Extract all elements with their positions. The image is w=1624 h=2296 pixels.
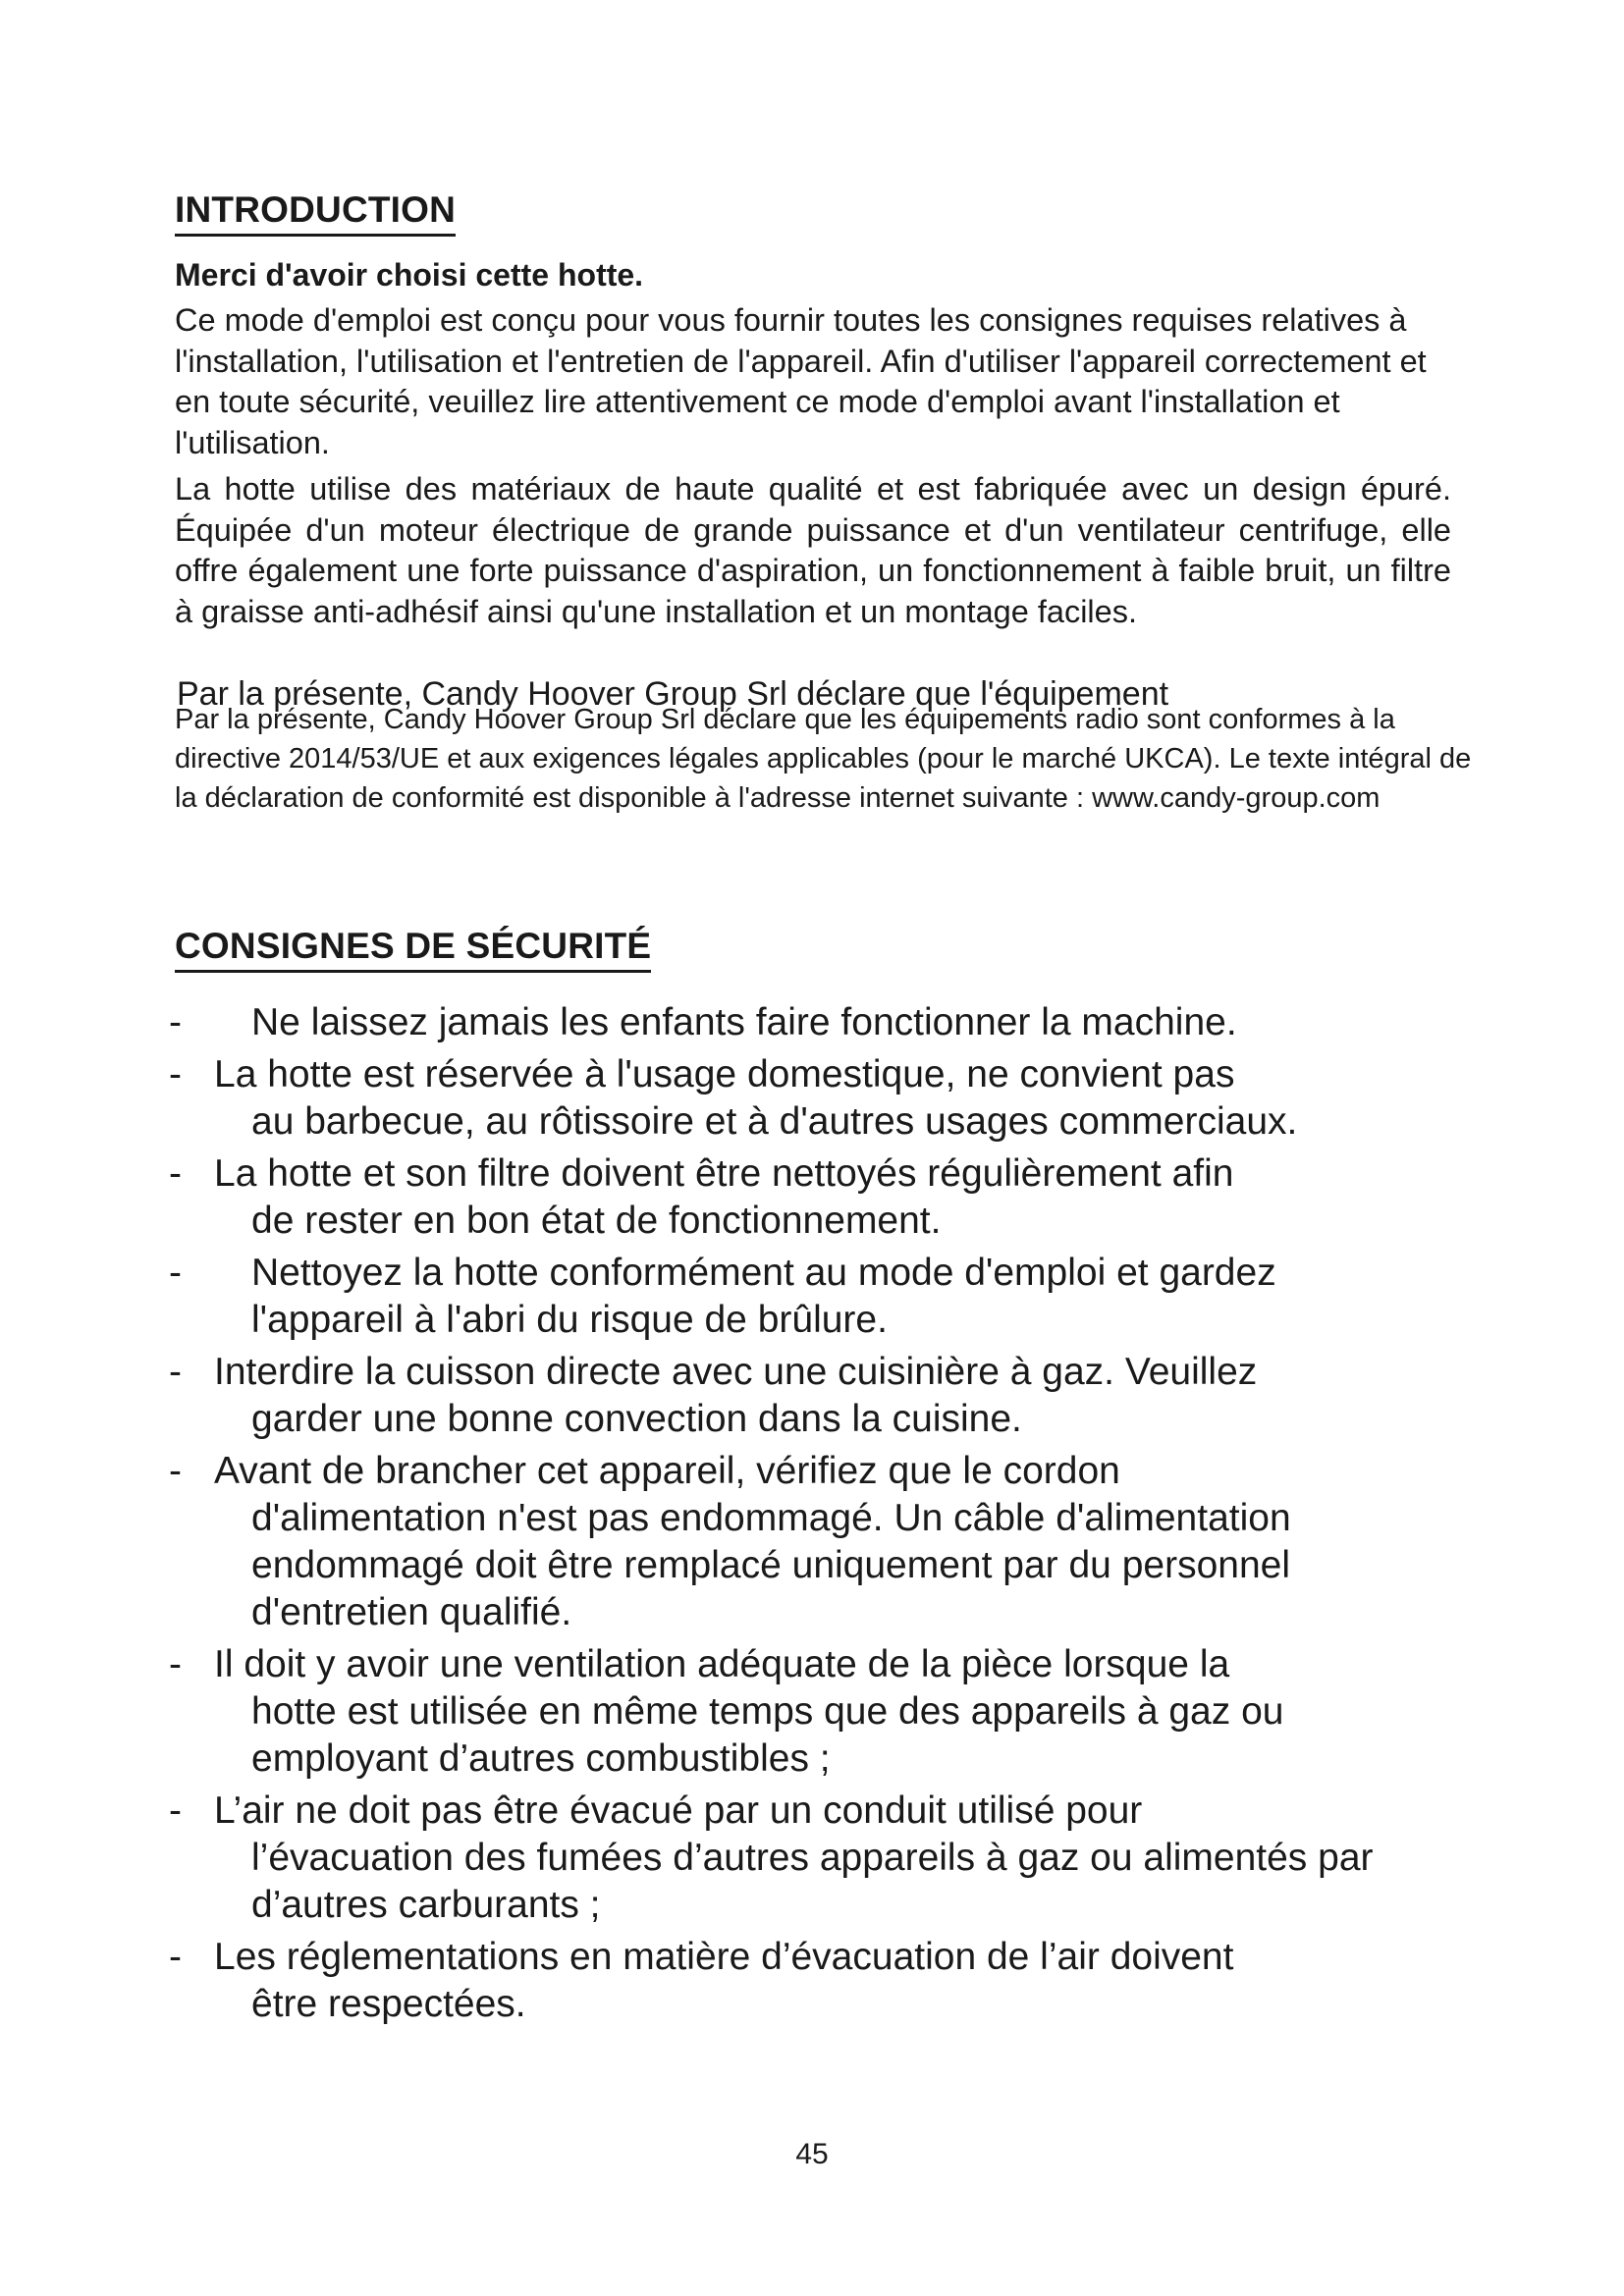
safety-item (165, 1349, 1471, 1443)
safety-item (165, 999, 1471, 1046)
safety-item (165, 1250, 1471, 1344)
safety-item-text: Interdire la cuisson directe avec une cuisinière à gaz. Veuillez (214, 1351, 1258, 1393)
introduction-paragraph-1: Ce mode d'emploi est conçu pour vous fournir toutes les consignes requises relatives à l'installation, l'utilisation et l'entretien de l'appareil. Afin d'utiliser l'appareil correctement et en toute sécurité, veuillez lire attentivement ce mode d'emploi avant l'installation et l'utilisation. (175, 302, 1427, 460)
safety-item (165, 1150, 1471, 1245)
safety-item-text: Il doit y avoir une ventilation adéquate de la pièce lorsque la (214, 1643, 1230, 1685)
safety-item (165, 1641, 1471, 1783)
safety-item-continuation: de rester en bon état de fonctionnement. (251, 1200, 942, 1242)
safety-item (165, 1448, 1471, 1636)
introduction-heading: INTRODUCTION (175, 191, 456, 237)
introduction-paragraph-2: La hotte utilise des matériaux de haute qualité et est fabriquée avec un design épuré. Équipée d'un moteur électrique de grande puissance et d'un ventilateur centrifuge, elle offre également une forte puissance d'aspiration, un fonctionnement à faible bruit, un filtre à graisse anti-adhésif ainsi qu'une installation et un montage faciles. (175, 471, 1451, 629)
safety-item-continuation: être respectées. (251, 1983, 526, 2025)
bullet-dash: - (169, 1351, 182, 1393)
bullet-dash: - (169, 1643, 182, 1685)
bullet-dash: - (169, 1252, 182, 1294)
safety-item-continuation: l'appareil à l'abri du risque de brûlure. (251, 1299, 888, 1341)
bullet-dash: - (169, 1152, 182, 1195)
safety-item-text: Les réglementations en matière d’évacuation de l’air doivent (214, 1936, 1234, 1978)
safety-item-continuation: l’évacuation des fumées d’autres appareils à gaz ou alimentés par d’autres carburants ; (251, 1837, 1374, 1926)
safety-item-continuation: au barbecue, au rôtissoire et à d'autres usages commerciaux. (251, 1100, 1298, 1143)
page-number: 45 (795, 2138, 829, 2170)
safety-item-continuation: garder une bonne convection dans la cuisine. (251, 1398, 1022, 1440)
safety-item (165, 1788, 1471, 1929)
declaration-paragraph: Par la présente, Candy Hoover Group Srl déclare que les équipements radio sont conformes à la directive 2014/53/UE et aux exigences légales applicables (pour le marché UKCA). Le texte intégral de la déclaration de conformité est disponible à l'adresse internet suivante : www.candy-group.com (175, 704, 1472, 814)
bullet-dash: - (169, 1053, 182, 1095)
bullet-dash: - (169, 1789, 182, 1832)
safety-item-text: L’air ne doit pas être évacué par un conduit utilisé pour (214, 1789, 1143, 1832)
safety-item (165, 1934, 1471, 2028)
introduction-subheading: Merci d'avoir choisi cette hotte. (175, 257, 644, 293)
safety-item-text: La hotte est réservée à l'usage domestique, ne convient pas (214, 1053, 1235, 1095)
safety-item-text: Avant de brancher cet appareil, vérifiez que le cordon (214, 1450, 1120, 1492)
safety-item-continuation: d'alimentation n'est pas endommagé. Un câble d'alimentation endommagé doit être remplacé uniquement par du personnel d'entretien qualifié. (251, 1497, 1291, 1633)
bullet-dash: - (169, 1936, 182, 1978)
safety-item-text: La hotte et son filtre doivent être nettoyés régulièrement afin (214, 1152, 1234, 1195)
declaration-overlay-line: Par la présente, Candy Hoover Group Srl déclare que l'équipement (177, 675, 1169, 713)
safety-item-text: Nettoyez la hotte conformément au mode d'emploi et gardez (251, 1252, 1276, 1294)
bullet-dash: - (169, 1001, 182, 1043)
safety-list (165, 999, 1471, 2033)
safety-item-text: Ne laissez jamais les enfants faire fonctionner la machine. (251, 1001, 1237, 1043)
bullet-dash: - (169, 1450, 182, 1492)
safety-item-continuation: hotte est utilisée en même temps que des appareils à gaz ou employant d’autres combustibles ; (251, 1690, 1284, 1780)
safety-item (165, 1051, 1471, 1146)
safety-heading: CONSIGNES DE SÉCURITÉ (175, 928, 651, 973)
